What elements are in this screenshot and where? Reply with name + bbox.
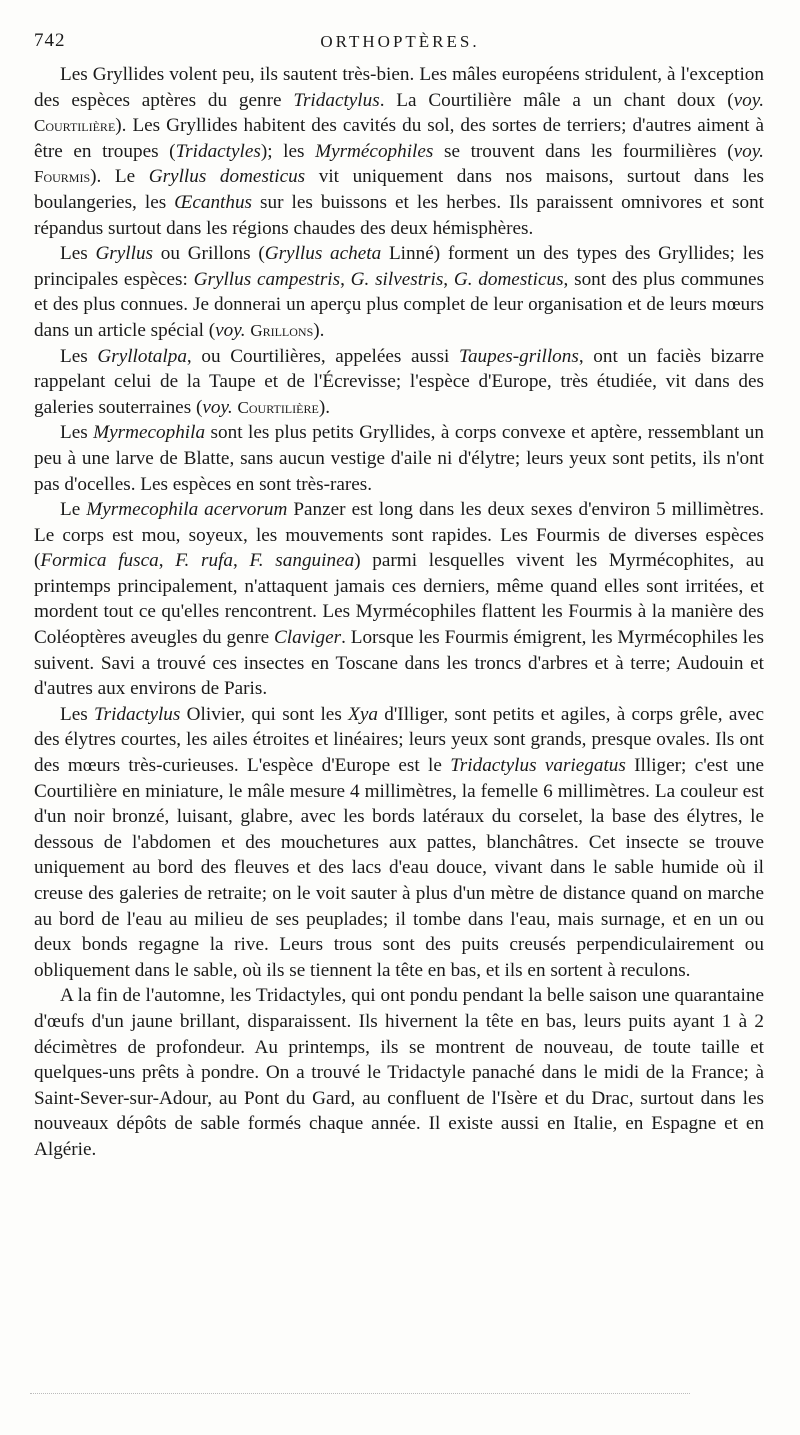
text-run: Le [60, 499, 87, 521]
italic-term: G. domesticus [453, 268, 564, 290]
italic-term: Xya [348, 703, 378, 725]
text-run: Linné) forment un des types des Gryllides; les principales espèces: [34, 243, 764, 290]
text-run: vit uniquement dans nos maisons, surtout dans les boulangeries, les [34, 166, 764, 213]
text-run: Illiger; c'est une Courtilière en miniature, le mâle mesure 4 millimètres, la femelle 6 millimètres. La couleur est d'un noir bronzé, luisant, glabre, avec les bords latéraux du corselet, la base des élytres, le dessous de l'abdomen et des mouchetures aux pattes, blanchâtres. Cet insecte se trouve uniquement au bord des fleuves et des lacs d'eau douce, vivant dans le sable humide où il creuse des galeries de retraite; on le voit sauter à plus d'un mètre de distance quand on marche au bord de l'eau au milieu de ses peuplades; il tombe dans l'eau, mais surnage, et en un ou deux bonds regagne la rive. Leurs trous sont des puits creusés perpendiculairement ou obliquement dans le sable, où ils se tiennent la tête en bas, et ils en sortent à reculons. [34, 755, 764, 981]
text-run: Olivier, qui sont les [180, 703, 349, 725]
italic-term: Gryllus acheta [264, 243, 382, 265]
italic-term: Gryllus [95, 243, 154, 265]
text-run: . Lorsque les Fourmis émigrent, les Myrmécophiles les suivent. Savi a trouvé ces insectes en Toscane dans les troncs d'arbres et à terre; Audouin et d'autres aux environs de Paris. [34, 627, 764, 700]
text-run: Les [60, 243, 96, 265]
text-run: , ou Courtilières, appelées aussi [186, 345, 460, 367]
text-run: sont les plus petits Gryllides, à corps convexe et aptère, ressemblant un peu à une larve de Blatte, sans aucun vestige d'aile ni d'élytre; leurs yeux sont petits, ils n'ont pas d'ocelles. Les espèces en sont très-rares. [34, 422, 764, 495]
italic-term: Taupes-grillons [459, 345, 579, 367]
text-run: ). [313, 319, 325, 341]
text-run: ). Les Gryllides habitent des cavités du sol, des sortes de terriers; d'autres aiment à être en troupes ( [34, 115, 764, 162]
italic-term: Tridactyles [175, 140, 261, 162]
cross-reference: Fourmis [34, 167, 91, 187]
italic-term: Myrmecophila [93, 422, 206, 444]
running-title: ORTHOPTÈRES. [320, 32, 480, 51]
paragraph [34, 344, 764, 421]
italic-term: Gryllotalpa [97, 345, 187, 367]
paragraph [34, 241, 764, 343]
text-run: d'Illiger, sont petits et agiles, à corps grêle, avec des élytres courtes, les ailes étroites et linéaires; leurs yeux sont grands, presque ovales. Ils ont des mœurs très-curieuses. L'espèce d'Europe est le [34, 703, 764, 777]
text-run: sur les buissons et les herbes. Ils paraissent omnivores et sont répandus surtout dans les régions chaudes des deux hémisphères. [34, 191, 765, 239]
paragraph [34, 702, 764, 984]
bottom-margin-marks [30, 1393, 690, 1398]
italic-term: Myrmécophiles [315, 140, 434, 162]
italic-term: Myrmecophila acervorum [86, 499, 288, 521]
text-run: , [158, 550, 176, 572]
text-run: , [233, 550, 250, 572]
text-run: ) parmi lesquelles vivent les Myrmécophites, au printemps principalement, n'attaquent jamais ces derniers, même quand elles sont irritées, et mordent tout ce qu'elles rencontrent. Les Myrmécophiles flattent les Fourmis à la manière des Coléoptères aveugles du genre [34, 550, 764, 649]
text-run: se trouvent dans les fourmilières ( [433, 140, 734, 162]
italic-term: voy. [202, 396, 233, 418]
cross-reference: Courtilière [237, 397, 319, 417]
text-run: Les [60, 345, 98, 367]
text-run: Les [60, 422, 94, 444]
italic-term: Tridactylus [293, 89, 380, 111]
page-number: 742 [34, 30, 66, 51]
italic-term: F. rufa [175, 550, 233, 572]
italic-term: Œcanthus [174, 191, 253, 213]
italic-term: voy. [215, 319, 246, 341]
italic-term: Gryllus campestris [193, 268, 341, 290]
italic-term: G. silvestris [350, 268, 444, 290]
text-run: Panzer est long dans les deux sexes d'environ 5 millimètres. Le corps est mou, soyeux, les mouvements sont rapides. Les Fourmis de diverses espèces ( [34, 499, 764, 572]
italic-term: voy. [733, 89, 764, 111]
paragraph [34, 420, 764, 497]
paragraph [34, 62, 764, 241]
cross-reference: Courtilière [34, 116, 116, 136]
cross-reference: Grillons [250, 320, 314, 340]
text-run: Les Gryllides volent peu, ils sautent très-bien. Les mâles européens stridulent, à l'exception des espèces aptères du genre [34, 64, 764, 111]
italic-term: F. sanguinea [249, 550, 355, 572]
italic-term: Tridactylus [94, 703, 181, 725]
paragraph [34, 983, 764, 1162]
paragraph [34, 497, 764, 702]
text-run: ). Le [90, 166, 149, 188]
text-run: , sont des plus communes et des plus connues. Je donnerai un aperçu plus complet de leur organisation et de leurs mœurs dans un article spécial ( [34, 268, 765, 341]
page-body [34, 62, 764, 1163]
italic-term: Formica fusca [40, 550, 159, 572]
italic-term: Gryllus domesticus [148, 166, 306, 188]
text-run: , ont un faciès bizarre rappelant celui de la Taupe et de l'Écrevisse; l'espèce d'Europe, très étudiée, vit dans des galeries souterraines ( [34, 345, 764, 418]
italic-term: voy. [733, 140, 764, 162]
text-run: A la fin de l'automne, les Tridactyles, qui ont pondu pendant la belle saison une quarantaine d'œufs d'un jaune brillant, disparaissent. Ils hivernent la tête en bas, leurs puits ayant 1 à 2 décimètres de profondeur. Au printemps, ils se montrent de nouveau, de toute taille et quelques-uns prêts à pondre. On a trouvé le Tridactyle panaché dans le midi de la France; à Saint-Sever-sur-Adour, au Pont du Gard, au confluent de l'Isère et du Drac, surtout dans les nouveaux dépôts de sable formés chaque année. Il existe aussi en Italie, en Espagne et en Algérie. [34, 985, 764, 1160]
italic-term: Claviger [273, 627, 342, 649]
text-run: , [340, 268, 351, 290]
text-run: ou Grillons ( [153, 243, 265, 265]
text-run: ); les [260, 140, 316, 162]
italic-term: Tridactylus variegatus [450, 755, 626, 777]
text-run: . La Courtilière mâle a un chant doux ( [379, 89, 734, 111]
text-run: , [443, 268, 454, 290]
text-run: ). [318, 396, 330, 418]
page-header [34, 30, 766, 58]
text-run: Les [60, 703, 95, 725]
